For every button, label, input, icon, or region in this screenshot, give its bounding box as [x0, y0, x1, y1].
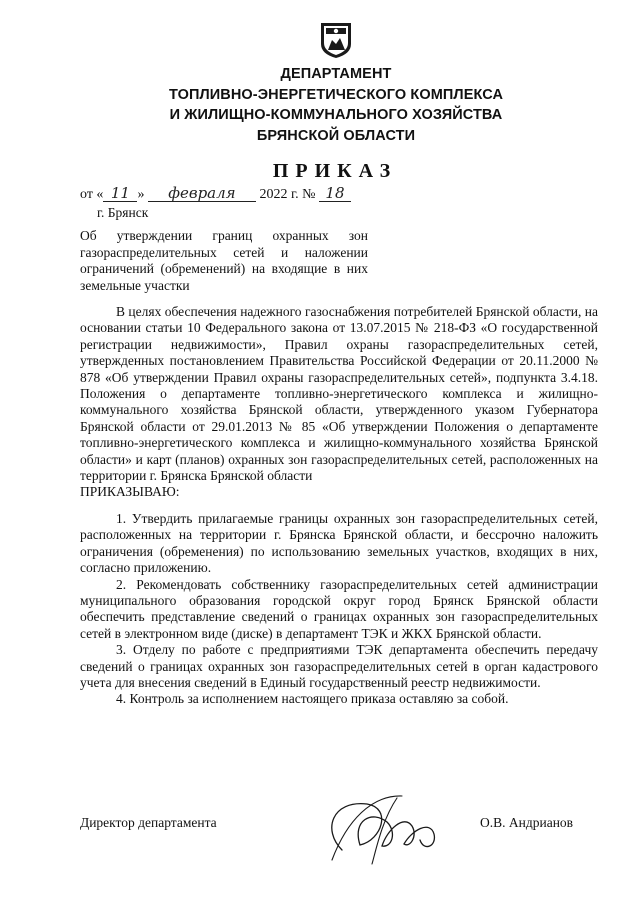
coat-of-arms-icon: [318, 20, 354, 60]
order-item: 3. Отделу по работе с предприятиями ТЭК департамента обеспечить передачу сведений о границах охранных зон газораспределительных сетей в орган кадастрового учета для внесения сведений в Единый государственный реестр недвижимости.: [80, 642, 598, 690]
order-item: 1. Утвердить прилагаемые границы охранных зон газораспределительных сетей, расположенных на территории г. Брянска Брянской области, и бессрочно наложить ограничения (обременения) по использованию земельных участков, входящих в них, согласно приложению.: [80, 510, 598, 576]
signatory-name: О.В. Андрианов: [480, 815, 574, 830]
city: г. Брянск: [97, 205, 149, 220]
department-line: БРЯНСКОЙ ОБЛАСТИ: [256, 127, 416, 144]
order-word: ПРИКАЗЫВАЮ:: [80, 484, 180, 500]
quote-close: »: [137, 187, 145, 202]
signatory-role: Директор департамента: [80, 815, 217, 830]
preamble-paragraph: В целях обеспечения надежного газоснабжения потребителей Брянской области, на основании статьи 10 Федерального закона от 13.07.2015 № 218-ФЗ «О государственной регистрации недвижимости», Правил охраны газораспределительных сетей, утвержденных постановлением Правительства Российской Федерации от 20.11.2000 № 878 «Об утверждении Правил охраны газораспределительных сетей», подпункта 3.4.18. Положения о департаменте топливно-энергетического комплекса и жилищно-коммунального хозяйства Брянской области, утвержденного указом Губернатора Брянской области от 29.01.2013 № 85 «Об утверждении Положения о департаменте топливно-энергетического комплекса и жилищно-коммунального хозяйства Брянской области» и карт (планов) охранных зон газораспределительных сетей, расположенных на территории г. Брянска Брянской области: [80, 304, 598, 484]
date-line: [80, 186, 351, 204]
number-sign: №: [302, 187, 316, 202]
number-handwritten: 18: [319, 186, 351, 202]
order-body: [80, 304, 598, 708]
month-handwritten: февраля: [148, 186, 256, 202]
department-line: И ЖИЛИЩНО-КОММУНАЛЬНОГО ХОЗЯЙСТВА: [169, 107, 503, 123]
order-item: 2. Рекомендовать собственнику газораспределительных сетей администрации муниципального образования городской округ город Брянск Брянской области обеспечить представление сведений о границах охранных зон газораспределительных сетей в электронном виде (диске) в департамент ТЭК и ЖКХ Брянской области.: [80, 576, 598, 641]
year: 2022 г.: [259, 187, 299, 202]
day-handwritten: 11: [103, 186, 137, 202]
subject: Об утверждении границ охранных зон газораспределительных сетей и наложении ограничений (обременений) на входящие в них земельные участки: [80, 228, 368, 293]
handwritten-signature: [312, 790, 462, 870]
department-line: ДЕПАРТАМЕНТ: [280, 66, 392, 82]
date-prefix: от «: [80, 187, 104, 202]
department-header: [120, 64, 552, 146]
department-line: ТОПЛИВНО-ЭНЕРГЕТИЧЕСКОГО КОМПЛЕКСА: [168, 86, 504, 103]
document-title: ПРИКАЗ: [272, 160, 398, 182]
order-item: 4. Контроль за исполнением настоящего приказа оставляю за собой.: [116, 691, 509, 707]
